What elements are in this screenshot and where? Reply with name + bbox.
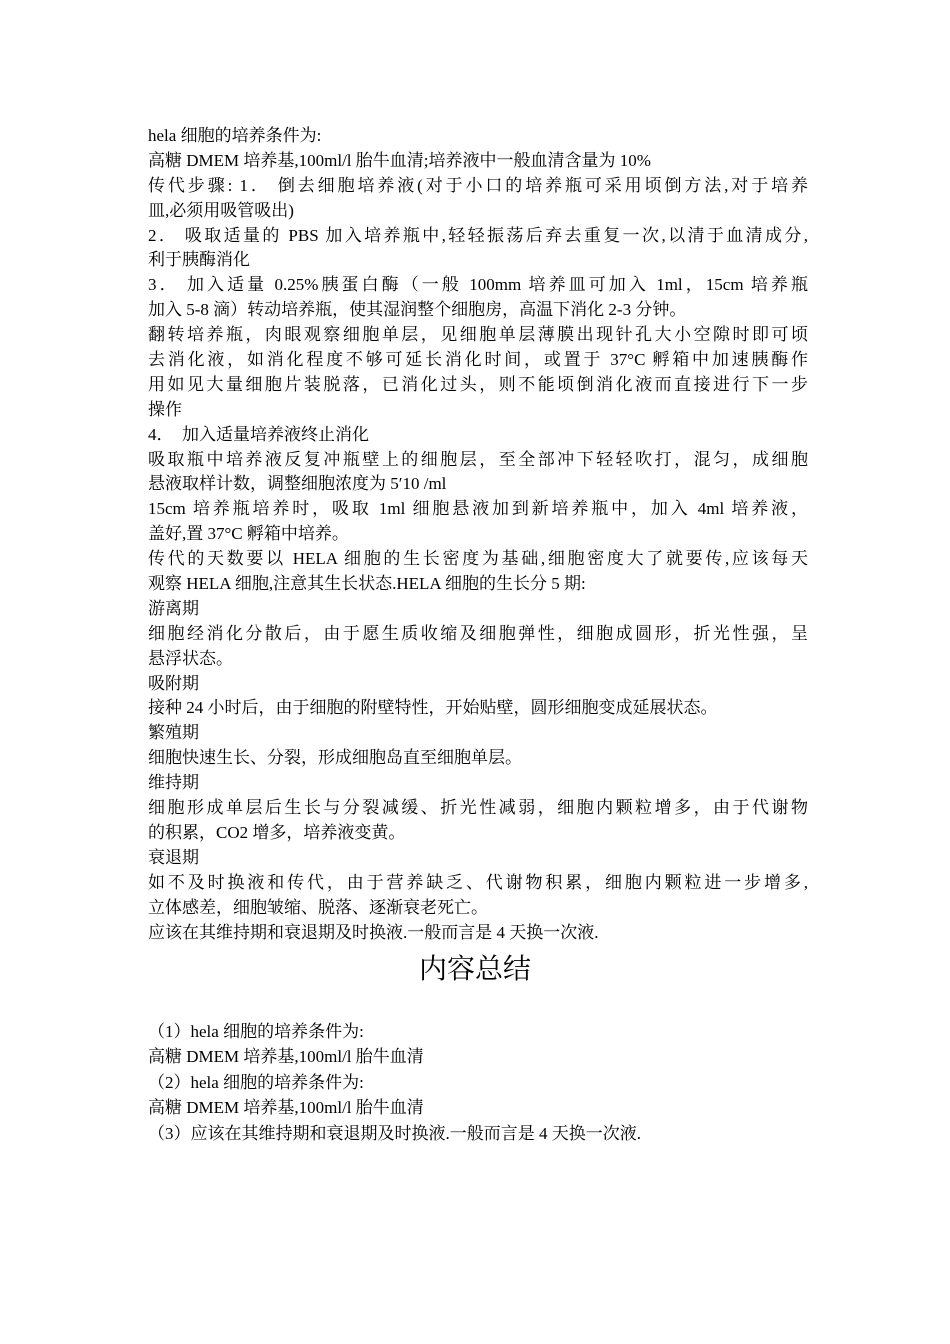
text-line: 2． 吸取适量的 PBS 加入培养瓶中,轻轻振荡后弃去重复一次,以清于血清成分, bbox=[148, 225, 808, 245]
text-line: 用如见大量细胞片装脱落，已消化过头，则不能顷倒消化液而直接进行下一步 bbox=[148, 374, 808, 394]
body-text bbox=[148, 124, 808, 945]
text-line: 应该在其维持期和衰退期及时换液.一般而言是 4 天换一次液. bbox=[148, 922, 599, 942]
text-line: hela 细胞的培养条件为: bbox=[148, 126, 322, 145]
text-line: 操作 bbox=[148, 399, 182, 419]
text-line: 翻转培养瓶，肉眼观察细胞单层，见细胞单层薄膜出现针孔大小空隙时即可顷 bbox=[148, 325, 808, 345]
text-line: 盖好,置 37°C 孵箱中培养。 bbox=[148, 524, 349, 544]
text-line: 细胞快速生长、分裂，形成细胞岛直至细胞单层。 bbox=[148, 748, 522, 768]
text-line: 接种 24 小时后，由于细胞的附壁特性，开始贴壁，圆形细胞变成延展状态。 bbox=[148, 698, 718, 718]
text-line: 繁殖期 bbox=[148, 723, 199, 743]
text-line: 去消化液，如消化程度不够可延长消化时间，或置于 37°C 孵箱中加速胰酶作 bbox=[148, 350, 808, 370]
text-line: 悬浮状态。 bbox=[148, 648, 233, 668]
summary-line: （2）hela 细胞的培养条件为: bbox=[148, 1072, 364, 1092]
summary-line: 高糖 DMEM 培养基,100ml/l 胎牛血清 bbox=[148, 1098, 424, 1118]
text-line: 传代步骤: 1． 倒去细胞培养液(对于小口的培养瓶可采用顷倒方法,对于培养 bbox=[148, 175, 808, 195]
text-line: 细胞形成单层后生长与分裂减缓、折光性减弱，细胞内颗粒增多，由于代谢物 bbox=[148, 798, 808, 818]
summary-list bbox=[148, 1019, 808, 1146]
text-line: 吸附期 bbox=[148, 673, 199, 693]
text-line: 的积累，CO2 增多，培养液变黄。 bbox=[148, 822, 406, 842]
text-line: 3． 加入适量 0.25%胰蛋白酶（一般 100mm 培养皿可加入 1ml，15cm 培养瓶 bbox=[148, 275, 808, 295]
summary-line: （1）hela 细胞的培养条件为: bbox=[148, 1022, 364, 1041]
text-line: 皿,必须用吸管吸出) bbox=[148, 200, 294, 220]
text-line: 吸取瓶中培养液反复冲瓶壁上的细胞层，至全部冲下轻轻吹打，混匀，成细胞 bbox=[148, 449, 808, 469]
text-line: 高糖 DMEM 培养基,100ml/l 胎牛血清;培养液中一般血清含量为 10% bbox=[148, 150, 651, 170]
text-line: 游离期 bbox=[148, 598, 199, 618]
text-line: 维持期 bbox=[148, 773, 199, 793]
text-line: 如不及时换液和传代，由于营养缺乏、代谢物积累，细胞内颗粒进一步增多, bbox=[148, 872, 808, 892]
text-line: 立体感差，细胞皱缩、脱落、逐渐衰老死亡。 bbox=[148, 897, 488, 917]
text-line: 4． 加入适量培养液终止消化 bbox=[148, 424, 369, 444]
text-line: 细胞经消化分散后，由于愿生质收缩及细胞弹性，细胞成圆形，折光性强，呈 bbox=[148, 623, 808, 643]
text-line: 观察 HELA 细胞,注意其生长状态.HELA 细胞的生长分 5 期: bbox=[148, 574, 586, 594]
text-line: 加入 5-8 滴）转动培养瓶，使其湿润整个细胞房，高温下消化 2-3 分钟。 bbox=[148, 300, 687, 320]
text-line: 衰退期 bbox=[148, 847, 199, 867]
summary-line: 高糖 DMEM 培养基,100ml/l 胎牛血清 bbox=[148, 1047, 424, 1067]
summary-line: （3）应该在其维持期和衰退期及时换液.一般而言是 4 天换一次液. bbox=[148, 1123, 641, 1143]
text-line: 悬液取样计数，调整细胞浓度为 5′10 /ml bbox=[148, 474, 447, 494]
summary-title: 内容总结 bbox=[418, 954, 531, 985]
text-line: 利于胰酶消化 bbox=[148, 250, 250, 270]
text-line: 传代的天数要以 HELA 细胞的生长密度为基础,细胞密度大了就要传,应该每天 bbox=[148, 549, 808, 569]
text-line: 15cm 培养瓶培养时，吸取 1ml 细胞悬液加到新培养瓶中，加入 4ml 培养液， bbox=[148, 499, 808, 519]
